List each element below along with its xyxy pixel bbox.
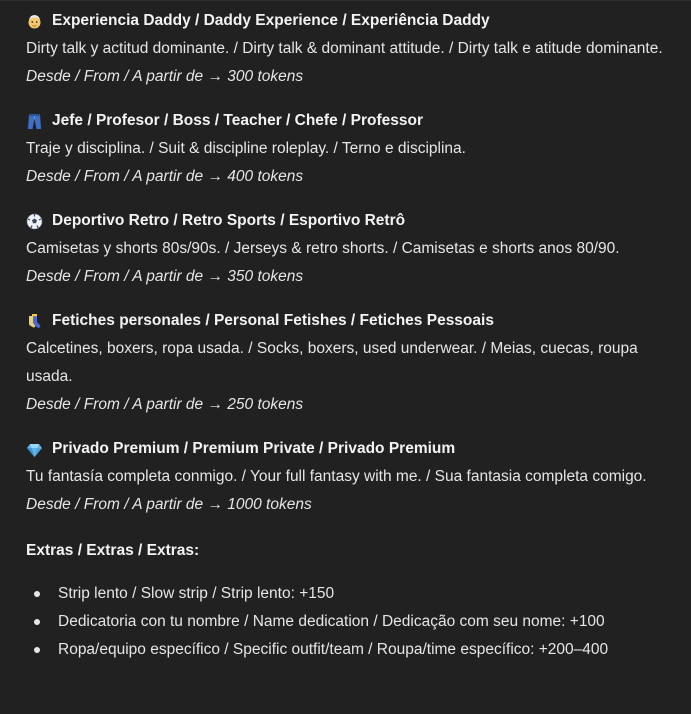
extras-list-item	[26, 636, 676, 664]
service-description: Dirty talk y actitud dominante. / Dirty talk & dominant attitude. / Dirty talk e atitude dominante.	[26, 40, 663, 57]
service-title-text: Deportivo Retro / Retro Sports / Esportivo Retrô	[52, 212, 406, 229]
service-title-text: Experiencia Daddy / Daddy Experience / Experiência Daddy	[52, 12, 490, 29]
message-content	[26, 9, 676, 664]
service-description: Traje y disciplina. / Suit & discipline roleplay. / Terno e disciplina.	[26, 140, 466, 157]
service-item	[26, 437, 676, 519]
extras-title: Extras / Extras / Extras:	[26, 542, 200, 559]
service-price: Desde / From / A partir de → 300 tokens	[26, 68, 304, 85]
extras-list-item	[26, 580, 676, 608]
service-title	[26, 109, 676, 133]
extras-list-item	[26, 608, 676, 636]
socks-emoji-icon	[26, 313, 43, 330]
service-description: Camisetas y shorts 80s/90s. / Jerseys & retro shorts. / Camisetas e shorts anos 80/90.	[26, 240, 620, 257]
extras-list	[26, 580, 676, 664]
top-divider	[0, 0, 691, 1]
service-title-text: Jefe / Profesor / Boss / Teacher / Chefe / Professor	[52, 112, 423, 129]
bullet-icon	[34, 591, 40, 597]
service-item	[26, 109, 676, 191]
service-description: Tu fantasía completa conmigo. / Your full fantasy with me. / Sua fantasia completa comigo.	[26, 468, 647, 485]
service-item	[26, 309, 676, 419]
service-title	[26, 309, 676, 333]
extras-item-text: Strip lento / Slow strip / Strip lento: +150	[58, 585, 335, 602]
service-price: Desde / From / A partir de → 1000 tokens	[26, 496, 312, 513]
service-title	[26, 437, 676, 461]
service-price: Desde / From / A partir de → 250 tokens	[26, 396, 304, 413]
extras-item-text: Ropa/equipo específico / Specific outfit/team / Roupa/time específico: +200–400	[58, 641, 609, 658]
soccer-ball-emoji-icon	[26, 213, 43, 230]
service-item	[26, 9, 676, 91]
service-title	[26, 9, 676, 33]
service-item	[26, 209, 676, 291]
older-man-emoji-icon	[26, 13, 43, 30]
service-title-text: Fetiches personales / Personal Fetishes / Fetiches Pessoais	[52, 312, 494, 329]
bullet-icon	[34, 619, 40, 625]
bullet-icon	[34, 647, 40, 653]
service-title-text: Privado Premium / Premium Private / Privado Premium	[52, 440, 456, 457]
jeans-emoji-icon	[26, 113, 43, 130]
service-description: Calcetines, boxers, ropa usada. / Socks, boxers, used underwear. / Meias, cuecas, roupa usada.	[26, 340, 638, 385]
service-price: Desde / From / A partir de → 350 tokens	[26, 268, 304, 285]
gem-emoji-icon	[26, 441, 43, 458]
service-title	[26, 209, 676, 233]
service-price: Desde / From / A partir de → 400 tokens	[26, 168, 304, 185]
extras-item-text: Dedicatoria con tu nombre / Name dedication / Dedicação com seu nome: +100	[58, 613, 605, 630]
